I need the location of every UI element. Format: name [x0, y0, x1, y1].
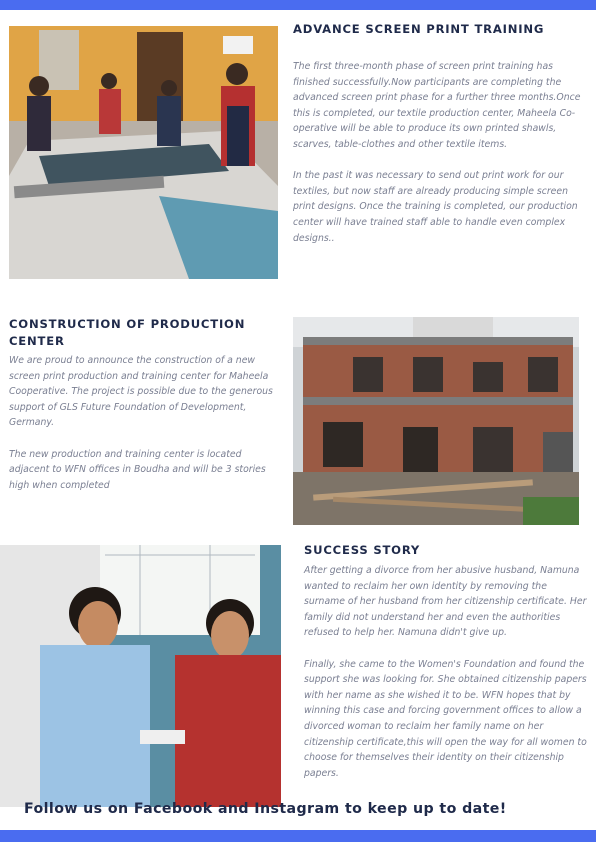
construction-building-photo	[293, 317, 579, 525]
top-accent-bar	[0, 0, 596, 10]
construction-body	[9, 353, 284, 509]
bottom-accent-bar	[0, 830, 596, 842]
screen-print-body	[293, 59, 585, 262]
success-story-paragraph: After getting a divorce from her abusive husband, Namuna wanted to reclaim her own identity by removing the surname of her husband from her citizenship certificate. Her family did not understand her and even the authorities refused to help her. Namuna didn't give up.	[304, 565, 587, 639]
success-story-photo	[0, 545, 281, 807]
construction-heading: CONSTRUCTION OF PRODUCTION CENTER	[9, 317, 246, 348]
success-story-body	[304, 563, 590, 797]
success-story-paragraph: Finally, she came to the Women's Foundation and found the support she was looking for. She obtained citizenship papers with her name as she wished it to be. WFN hopes that by winning this case and forcing government offices to allow a divorced woman to reclaim her family name on her citizenship certificate,this will open the way for all women to choose for themselves their identity on their citizenship papers.	[304, 658, 587, 779]
construction-paragraph: The new production and training center is located adjacent to WFN offices in Boudha and will be 3 stories high when completed	[9, 448, 266, 491]
screen-print-workshop-photo	[9, 26, 278, 279]
success-story-heading: SUCCESS STORY	[304, 543, 421, 557]
screen-print-paragraph: In the past it was necessary to send out print work for our textiles, but now staff are already producing simple screen print designs. Once the training is completed, our production center will have trained staff able to handle even complex designs..	[293, 170, 578, 244]
screen-print-paragraph: The first three-month phase of screen print training has finished successfully.Now participants are completing the advanced screen print phase for a further three months.Once this is completed, our textile production center, Maheela Co-operative will be able to produce its own printed shawls, scarves, table-clothes and other textile items.	[293, 61, 581, 150]
social-follow-footer: Follow us on Facebook and Instagram to keep up to date!	[24, 801, 507, 817]
screen-print-heading: ADVANCE SCREEN PRINT TRAINING	[293, 22, 545, 36]
construction-paragraph: We are proud to announce the construction of a new screen print production and training center for Maheela Cooperative. The project is possible due to the generous support of GLS Future Foundation of Development, Germany.	[9, 355, 273, 429]
